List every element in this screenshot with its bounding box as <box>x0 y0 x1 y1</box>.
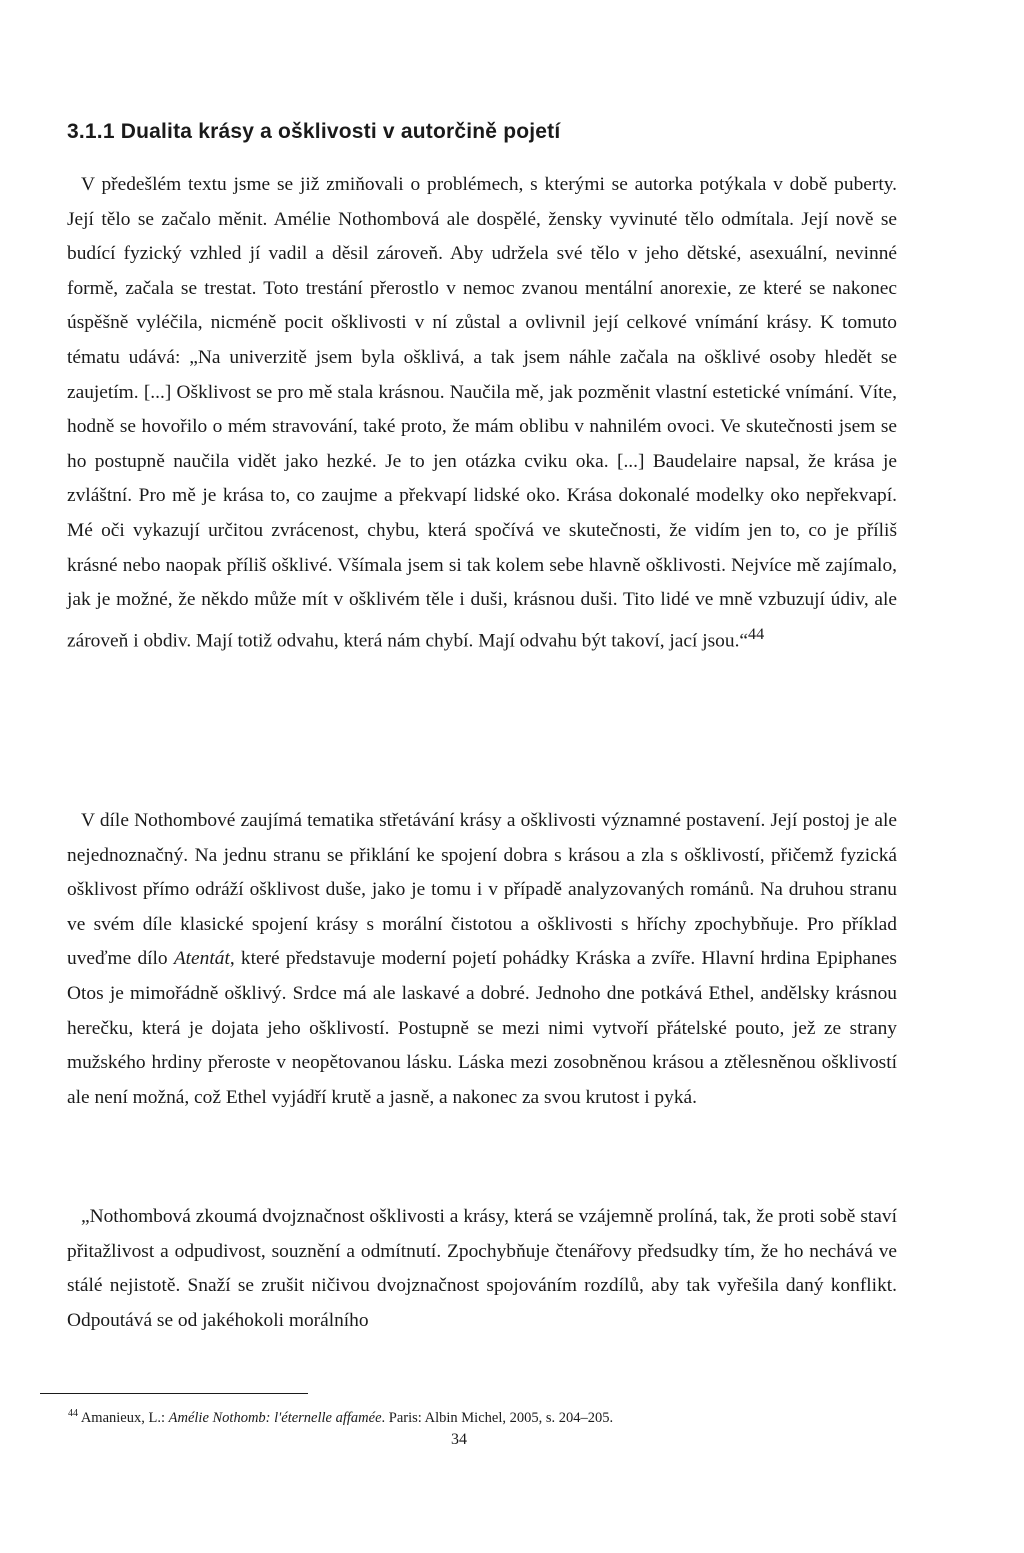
footnote-title: Amélie Nothomb: l'éternelle affamée <box>168 1409 382 1426</box>
footnote-author: Amanieux, L.: <box>80 1409 169 1426</box>
novel-title: Atentát <box>173 948 230 970</box>
footnote-divider <box>40 1393 308 1394</box>
footnote-reference: 44 <box>748 625 765 643</box>
paragraph-3: „Nothombová zkoumá dvojznačnost ošklivosti a krásy, která se vzájemně prolíná, tak, že proti sobě staví přitažlivost a odpudivost, souznění a odmítnutí. Zpochybňuje čtenářovy předsudky tím, že ho nechává ve stálé nejistotě. Snaží se zrušit ničivou dvojznačnost spojováním rozdílů, aby tak vyřešila daný konflikt. Odpoutává se od jakéhokoli morálního <box>67 1206 897 1331</box>
section-heading: 3.1.1 Dualita krásy a ošklivosti v autorčině pojetí <box>67 120 561 143</box>
footnote <box>68 1408 898 1427</box>
page-number: 34 <box>451 1431 467 1448</box>
footnote-number: 44 <box>68 1408 78 1419</box>
footnote-publication: . Paris: Albin Michel, 2005, s. 204–205. <box>381 1409 614 1426</box>
paragraph-2-text-end: , které představuje moderní pojetí pohádky Kráska a zvíře. Hlavní hrdina Epiphanes Otos je mimořádně ošklivý. Srdce má ale laskavé a dobré. Jednoho dne potkává Ethel, andělsky krásnou herečku, která je dojata jeho ošklivostí. Postupně se mezi nimi vytvoří přátelské pouto, jež ze strany mužského hrdiny přeroste v neopětovanou lásku. Láska mezi zosobněnou krásou a ztělesněnou ošklivostí ale není možná, což Ethel vyjádří krutě a jasně, a nakonec za svou krutost i pyká. <box>67 948 897 1108</box>
paragraph-1 <box>67 168 897 659</box>
paragraph-1-text: V předešlém textu jsme se již zmiňovali o problémech, s kterými se autorka potýkala v době puberty. Její tělo se začalo měnit. Amélie Nothombová ale dospělé, žensky vyvinuté tělo odmítala. Její nově se budící fyzický vzhled jí vadil a děsil zároveň. Aby udržela své tělo v jeho dětské, asexuální, nevinné formě, začala se trestat. Toto trestání přerostlo v nemoc zvanou mentální anorexie, ze které se nakonec úspěšně vyléčila, nicméně pocit ošklivosti v ní zůstal a ovlivnil její celkové vnímání krásy. K tomuto tématu udává: „Na univerzitě jsem byla ošklivá, a tak jsem náhle začala na ošklivé osoby hledět se zaujetím. [...] Ošklivost se pro mě stala krásnou. Naučila mě, jak pozměnit vlastní estetické vnímání. Víte, hodně se hovořilo o mém stravování, také proto, že mám oblibu v nahnilém ovoci. Ve skutečnosti jsem se ho postupně naučila vidět jako hezké. Je to jen otázka cviku oka. [...] Baudelaire napsal, že krása je zvláštní. Pro mě je krása to, co zaujme a překvapí lidské oko. Krása dokonalé modelky oko nepřekvapí. Mé oči vykazují určitou zvrácenost, chybu, která spočívá ve skutečnosti, že vidím jen to, co je příliš krásné nebo naopak příliš ošklivé. Všímala jsem si tak kolem sebe hlavně ošklivosti. Nejvíce mě zajímalo, jak je možné, že někdo může mít v ošklivém těle i duši, krásnou duši. Tito lidé ve mně vzbuzují údiv, ale zároveň i obdiv. Mají totiž odvahu, která nám chybí. Mají odvahu být takoví, jací jsou.“ <box>67 174 897 652</box>
paragraph-2 <box>67 804 897 1115</box>
paragraph-2-text-start: V díle Nothombové zaujímá tematika střetávání krásy a ošklivosti významné postavení. Její postoj je ale nejednoznačný. Na jednu stranu se přiklání ke spojení dobra s krásou a zla s ošklivostí, přičemž fyzická ošklivost přímo odráží ošklivost duše, jako je tomu i v případě analyzovaných románů. Na druhou stranu ve svém díle klasické spojení krásy s morální čistotou a ošklivosti s hříchy zpochybňuje. Pro příklad uveďme dílo <box>67 810 897 970</box>
